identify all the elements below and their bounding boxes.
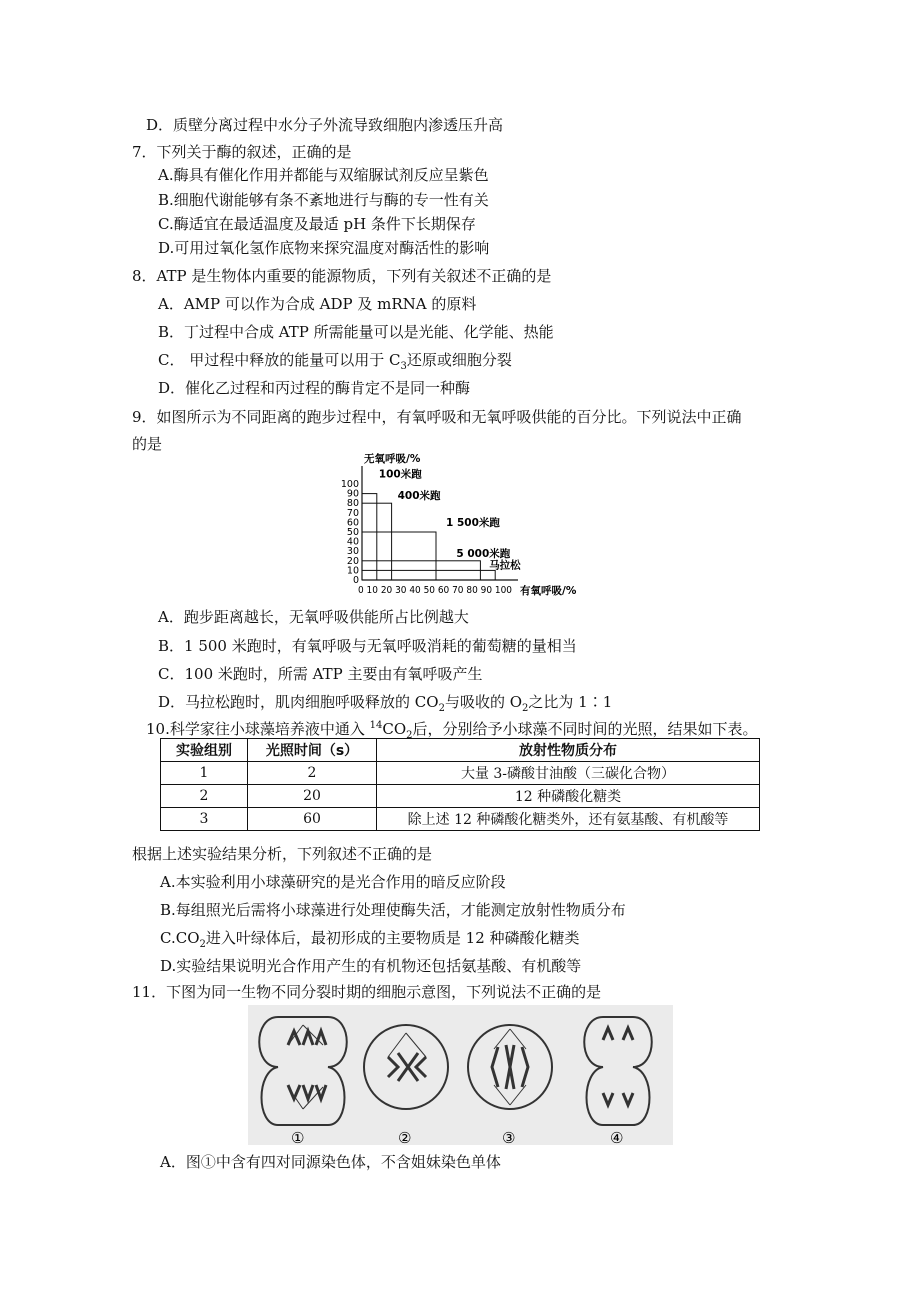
cell-1 — [259, 1017, 347, 1125]
y-tick-label: 40 — [346, 536, 359, 548]
q9-stem-line2: 的是 — [132, 435, 163, 453]
table-cell: 20 — [248, 785, 377, 808]
cell-label-2: ② — [398, 1129, 412, 1145]
q8-option-b: B．丁过程中合成 ATP 所需能量可以是光能、化学能、热能 — [158, 323, 554, 341]
q7-stem: 7．下列关于酶的叙述，正确的是 — [132, 143, 352, 161]
table-header: 光照时间（s） — [248, 739, 377, 762]
y-tick-label: 80 — [346, 498, 359, 510]
y-tick-label: 30 — [346, 546, 359, 558]
y-tick-label: 60 — [346, 517, 359, 529]
y-tick-label: 20 — [346, 555, 359, 567]
table-cell: 1 — [161, 762, 248, 785]
table-header: 放射性物质分布 — [377, 739, 760, 762]
q8-option-d: D．催化乙过程和丙过程的酶肯定不是同一种酶 — [158, 379, 471, 397]
series-box — [362, 494, 377, 580]
y-tick-label: 50 — [346, 527, 359, 538]
q7-option-b: B.细胞代谢能够有条不紊地进行与酶的专一性有关 — [158, 191, 489, 209]
q6-option-d: D．质壁分离过程中水分子外流导致细胞内渗透压升高 — [146, 116, 504, 134]
q9-stem-line1: 9．如图所示为不同距离的跑步过程中，有氧呼吸和无氧呼吸供能的百分比。下列说法中正确 — [132, 408, 742, 426]
y-tick-label: 90 — [346, 488, 359, 500]
cell-division-figure — [248, 1005, 673, 1145]
q9-option-d: D．马拉松跑时，肌肉细胞呼吸释放的 $CO_2$与吸收的 $O_2$之比为 1∶1 — [158, 693, 613, 714]
q8-option-c: C． 甲过程中释放的能量可以用于 $C_3$还原或细胞分裂 — [158, 351, 512, 372]
q10-stem: 10.科学家往小球藻培养液中通入 $^{14}CO_2$后，分别给予小球藻不同时间的光照，结果如下表。 — [146, 720, 758, 741]
table-row — [161, 808, 760, 831]
table-cell: 大量 3-磷酸甘油酸（三碳化合物） — [377, 762, 760, 785]
cell-2 — [364, 1025, 448, 1109]
series-label: 1 500米跑 — [446, 517, 500, 529]
y-tick-label: 0 — [352, 575, 359, 586]
table-header-row — [161, 739, 760, 762]
series-box — [362, 570, 495, 580]
series-label: 5 000米跑 — [456, 547, 511, 560]
table-cell: 60 — [248, 808, 377, 831]
q11-option-a: A．图①中含有四对同源染色体，不含姐妹染色单体 — [160, 1153, 501, 1171]
cell-label-1: ① — [291, 1129, 305, 1145]
table-cell: 3 — [161, 808, 248, 831]
q8-option-a: A．AMP 可以作为合成 ADP 及 mRNA 的原料 — [158, 295, 477, 313]
table-header: 实验组别 — [161, 739, 248, 762]
q11-stem: 11．下图为同一生物不同分裂时期的细胞示意图，下列说法不正确的是 — [132, 983, 602, 1001]
q7-option-a: A.酶具有催化作用并都能与双缩脲试剂反应呈紫色 — [158, 166, 489, 184]
series-label: 400米跑 — [397, 490, 441, 503]
q10-option-c: $C.CO_2$进入叶绿体后，最初形成的主要物质是 12 种磷酸化糖类 — [160, 929, 580, 950]
table-cell: 除上述 12 种磷酸化糖类外，还有氨基酸、有机酸等 — [377, 808, 760, 831]
q10-option-d: D.实验结果说明光合作用产生的有机物还包括氨基酸、有机酸等 — [160, 957, 582, 975]
experiment-table — [160, 738, 760, 831]
series-label: 100米跑 — [378, 468, 422, 481]
table-cell: 12 种磷酸化糖类 — [377, 785, 760, 808]
y-tick-label: 100 — [340, 479, 359, 490]
table-row — [161, 762, 760, 785]
q9-option-a: A．跑步距离越长，无氧呼吸供能所占比例越大 — [158, 608, 469, 626]
table-cell: 2 — [161, 785, 248, 808]
q7-option-d: D.可用过氧化氢作底物来探究温度对酶活性的影响 — [158, 239, 490, 257]
cell-label-4: ④ — [610, 1129, 624, 1145]
cell-label-3: ③ — [502, 1129, 516, 1145]
q7-option-c: C.酶适宜在最适温度及最适 pH 条件下长期保存 — [158, 215, 476, 233]
x-tick-labels: 0 10 20 30 40 50 60 70 80 90 100 — [358, 585, 512, 596]
y-tick-label: 10 — [346, 565, 359, 577]
respiration-chart — [330, 452, 600, 607]
table-row — [161, 785, 760, 808]
cell-4 — [584, 1017, 652, 1125]
y-axis-label: 无氧呼吸/% — [364, 453, 421, 465]
q8-stem: 8．ATP 是生物体内重要的能源物质，下列有关叙述不正确的是 — [132, 267, 552, 285]
series-box — [362, 532, 436, 580]
y-tick-label: 70 — [346, 507, 359, 519]
x-axis-label: 有氧呼吸/% — [520, 585, 577, 597]
table-cell: 2 — [248, 762, 377, 785]
q10-option-a: A.本实验利用小球藻研究的是光合作用的暗反应阶段 — [160, 873, 506, 891]
q9-option-c: C．100 米跑时，所需 ATP 主要由有氧呼吸产生 — [158, 665, 483, 683]
cell-3 — [468, 1025, 552, 1109]
series-label: 马拉松 — [489, 559, 521, 572]
q10-option-b: B.每组照光后需将小球藻进行处理使酶失活，才能测定放射性物质分布 — [160, 901, 626, 919]
q10-analysis-stem: 根据上述实验结果分析，下列叙述不正确的是 — [132, 845, 433, 863]
q9-option-b: B．1 500 米跑时，有氧呼吸与无氧呼吸消耗的葡萄糖的量相当 — [158, 637, 577, 655]
